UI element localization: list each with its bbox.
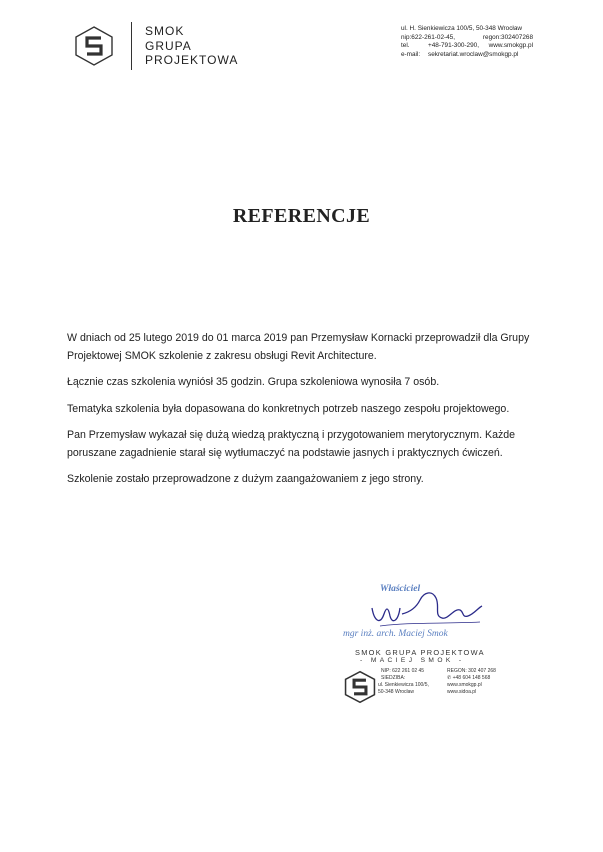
contact-www: www.smokgp.pl (488, 42, 533, 50)
document-title: REFERENCJE (232, 205, 371, 227)
phone-icon: ✆ (447, 675, 453, 681)
stamp-tel (447, 675, 490, 681)
brand-line-3: PROJEKTOWA (145, 53, 239, 67)
body-paragraph: W dniach od 25 lutego 2019 do 01 marca 2019 pan Przemysław Kornacki przeprowadził dla Grupy Projektowej SMOK szkolenie z zakresu obsługi Revit Architecture. (67, 332, 530, 362)
brand-line-1: SMOK (145, 24, 185, 38)
contact-block (401, 25, 533, 59)
body-paragraph: Pan Przemysław wykazał się dużą wiedzą praktyczną i przygotowaniem merytorycznym. Każde poruszane zagadnienie starał się wytłumaczyć na podstawie jasnych i praktycznych ćwiczeń. (67, 429, 516, 459)
signature-name: mgr inż. arch. Maciej Smok (343, 629, 448, 639)
document-body (67, 330, 547, 498)
stamp-www2: www.sidoa.pl (447, 689, 477, 695)
stamp-siedziba: SIEDZIBA: (381, 675, 406, 681)
stamp-nip: NIP: 622 261 02 45 (381, 668, 425, 674)
contact-tel-label: tel. (401, 42, 410, 50)
stamp-owner: - MACIEJ SMOK - (360, 657, 465, 664)
stamp-regon: REGON: 302 407 268 (447, 668, 496, 674)
stamp-company: SMOK GRUPA PROJEKTOWA (355, 648, 485, 657)
body-paragraph: Łącznie czas szkolenia wyniósł 35 godzin. Grupa szkoleniowa wynosiła 7 osób. (67, 376, 440, 388)
signature-role: Właściciel (380, 584, 421, 594)
stamp-tel-value: +48 604 148 568 (452, 675, 491, 681)
contact-tel: +48-791-300-290, (428, 42, 479, 50)
brand-line-2: GRUPA (145, 38, 192, 53)
contact-email: sekretariat.wroclaw@smokgp.pl (428, 50, 519, 58)
smok-logo-icon (74, 26, 114, 66)
contact-nip: nip:622-261-02-45, (401, 33, 456, 41)
stamp-logo-icon (343, 670, 377, 704)
contact-regon: regon:302407268 (482, 33, 533, 41)
body-paragraph: Tematyka szkolenia była dopasowana do konkretnych potrzeb naszego zespołu projektowego. (67, 402, 510, 415)
contact-address: ul. H. Sienkiewicza 100/5, 50-348 Wrocław (401, 25, 523, 32)
brand-name (145, 24, 238, 68)
body-paragraph: Szkolenie zostało przeprowadzone z dużym zaangażowaniem z jego strony. (67, 473, 424, 485)
stamp-city: 50-348 Wrocław (378, 689, 415, 695)
contact-email-label: e-mail: (401, 50, 421, 58)
logo-divider (131, 22, 132, 70)
stamp-street: ul. Sienkiewicza 100/5, (378, 682, 429, 688)
stamp-www: www.smokgp.pl (447, 682, 482, 688)
